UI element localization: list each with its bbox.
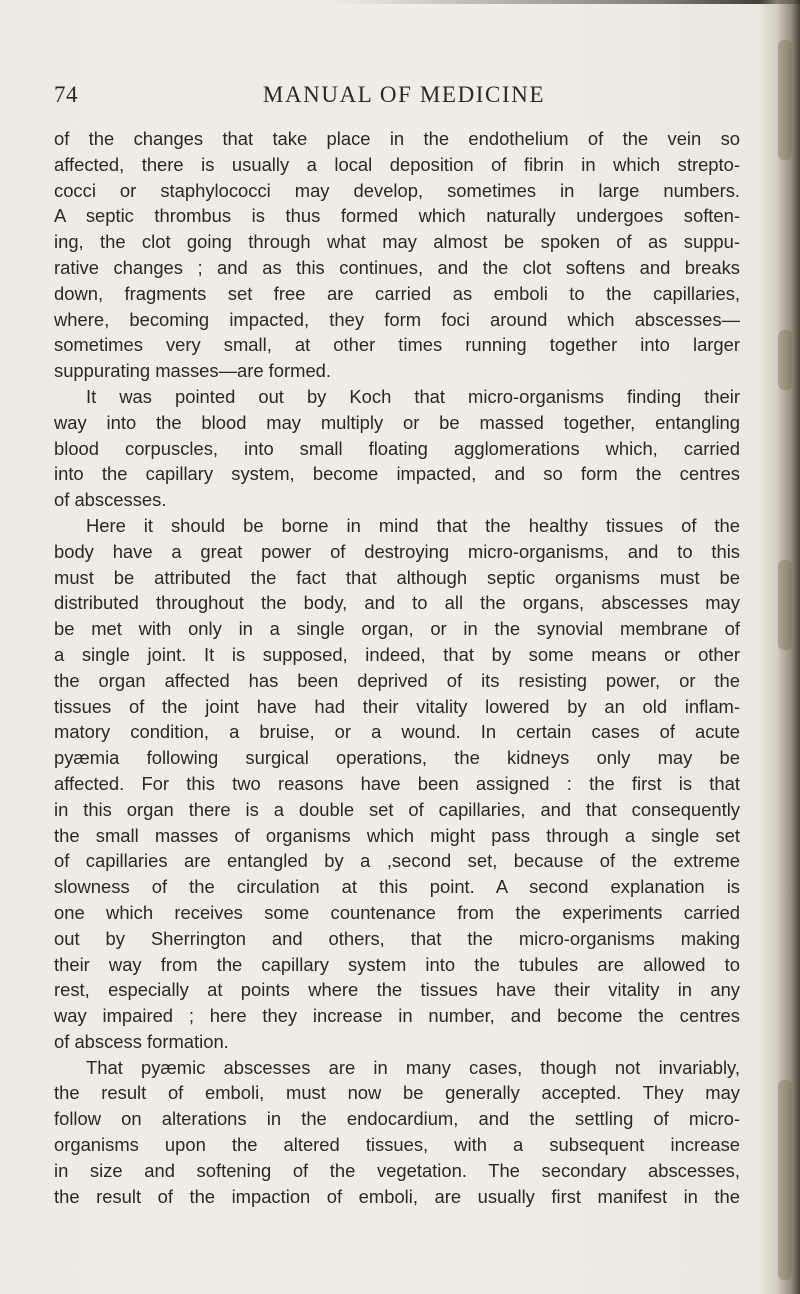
text-line: rest, especially at points where the tissues have their vitality in any	[54, 979, 740, 1001]
text-line: sometimes very small, at other times running together into larger	[54, 334, 740, 356]
text-line: tissues of the joint have had their vitality lowered by an old inflam-	[54, 695, 740, 717]
text-line: Here it should be borne in mind that the healthy tissues of the	[86, 514, 740, 536]
text-line: follow on alterations in the endocardium, and the settling of micro-	[54, 1108, 740, 1130]
page-number: 74	[54, 82, 78, 107]
text-line: out by Sherrington and others, that the micro-organisms making	[54, 927, 740, 949]
text-line: the result of the impaction of emboli, are usually first manifest in the	[54, 1185, 740, 1207]
text-line: be met with only in a single organ, or in the synovial membrane of	[54, 618, 740, 640]
top-edge-shadow	[330, 0, 800, 4]
text-line: of the changes that take place in the endothelium of the vein so	[54, 128, 740, 149]
text-line: one which receives some countenance from the experiments carried	[54, 901, 740, 923]
text-line: their way from the capillary system into the tubules are allowed to	[54, 953, 740, 975]
text-line: into the capillary system, become impacted, and so form the centres	[54, 463, 740, 485]
running-head: MANUAL OF MEDICINE	[262, 82, 546, 107]
text-line: way into the blood may multiply or be massed together, entangling	[54, 411, 740, 433]
edge-stain	[778, 560, 792, 650]
text-line: down, fragments set free are carried as emboli to the capillaries,	[54, 282, 740, 304]
edge-stain	[778, 40, 792, 160]
text-line: That pyæmic abscesses are in many cases, though not invariably,	[86, 1056, 740, 1078]
text-line: blood corpuscles, into small floating agglomerations which, carried	[54, 437, 740, 459]
text-line: matory condition, a bruise, or a wound. In certain cases of acute	[54, 721, 740, 743]
text-line: a single joint. It is supposed, indeed, that by some means or other	[54, 643, 740, 665]
edge-stain	[778, 330, 792, 390]
text-line: A septic thrombus is thus formed which naturally undergoes soften-	[54, 205, 740, 227]
text-line: must be attributed the fact that although septic organisms must be	[54, 566, 740, 588]
text-line: distributed throughout the body, and to all the organs, abscesses may	[54, 592, 740, 614]
text-line: affected. For this two reasons have been assigned : the first is that	[54, 772, 740, 794]
text-line: rative changes ; and as this continues, and the clot softens and breaks	[54, 256, 740, 278]
text-line: affected, there is usually a local deposition of fibrin in which strepto-	[54, 153, 740, 175]
text-line: the small masses of organisms which might pass through a single set	[54, 824, 740, 846]
text-line: slowness of the circulation at this point. A second explanation is	[54, 876, 740, 898]
text-line: the organ affected has been deprived of its resisting power, or the	[54, 669, 740, 691]
edge-stain	[778, 1080, 792, 1280]
text-line: suppurating masses—are formed.	[54, 360, 332, 382]
text-line: way impaired ; here they increase in number, and become the centres	[54, 1005, 740, 1027]
text-line: of capillaries are entangled by a ,second set, because of the extreme	[54, 850, 740, 872]
text-line: pyæmia following surgical operations, the kidneys only may be	[54, 747, 740, 769]
body-text	[54, 126, 740, 1209]
text-line: where, becoming impacted, they form foci around which abscesses—	[54, 308, 740, 330]
text-line: in this organ there is a double set of capillaries, and that consequently	[54, 798, 740, 820]
text-line: It was pointed out by Koch that micro-organisms finding their	[86, 385, 740, 407]
text-line: of abscesses.	[54, 489, 167, 511]
page-header	[54, 80, 754, 114]
text-line: the result of emboli, must now be generally accepted. They may	[54, 1082, 740, 1104]
text-line: cocci or staphylococci may develop, sometimes in large numbers.	[54, 179, 740, 201]
text-line: of abscess formation.	[54, 1030, 229, 1052]
text-line: organisms upon the altered tissues, with a subsequent increase	[54, 1134, 740, 1156]
text-line: body have a great power of destroying micro-organisms, and to this	[54, 540, 740, 562]
text-line: in size and softening of the vegetation. The secondary abscesses,	[54, 1159, 740, 1181]
text-line: ing, the clot going through what may almost be spoken of as suppu-	[54, 231, 740, 253]
